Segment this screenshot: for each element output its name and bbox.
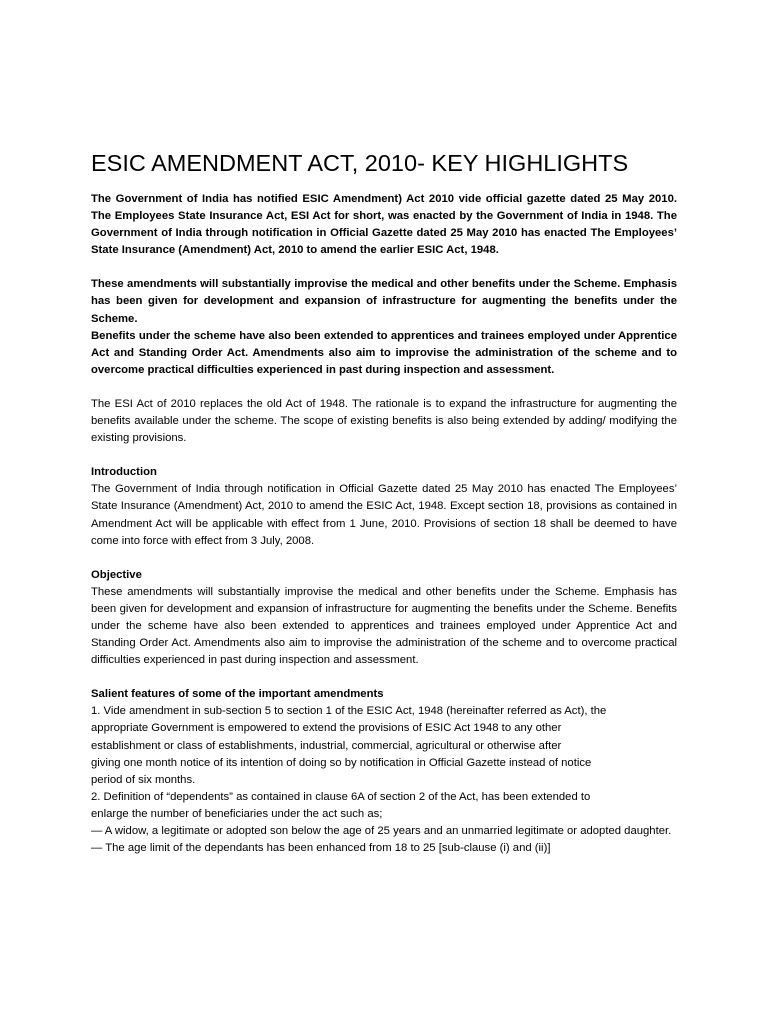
objective-text: These amendments will substantially improvise the medical and other benefits under the Scheme. Emphasis has been given for development and expansion of infrastructure for augmenting the benefits under the Scheme. Benefits under the scheme have also been extended to apprentices and trainees employed under Apprentice Act and Standing Order Act. Amendments also aim to improvise the administration of the scheme and to overcome practical difficulties experienced in past during inspection and assessment. bbox=[91, 585, 677, 667]
salient-item-1-line: appropriate Government is empowered to extend the provisions of ESIC Act 1948 to any other bbox=[91, 722, 562, 735]
intro-paragraph-3: Benefits under the scheme have also been extended to apprentices and trainees employed under Apprentice Act and Standing Order Act. Amendments also aim to improvise the administration of the scheme and to overcome practical difficulties experienced in past during inspection and assessment. bbox=[91, 329, 677, 376]
salient-item-2-line: enlarge the number of beneficiaries under the act such as; bbox=[91, 807, 383, 820]
salient-item-1-line: 1. Vide amendment in sub-section 5 to section 1 of the ESIC Act, 1948 (hereinafter referred as Act), the bbox=[91, 705, 607, 718]
dash-item-1: — A widow, a legitimate or adopted son below the age of 25 years and an unmarried legitimate or adopted daughter. bbox=[91, 825, 672, 837]
salient-item-1-line: period of six months. bbox=[91, 773, 196, 786]
introduction-heading: Introduction bbox=[91, 466, 157, 479]
intro-paragraph-4: The ESI Act of 2010 replaces the old Act of 1948. The rationale is to expand the infrastructure for augmenting the benefits available under the scheme. The scope of existing benefits is also being extended by adding/ modifying the existing provisions. bbox=[91, 397, 677, 445]
intro-paragraph-1: The Government of India has notified ESIC Amendment) Act 2010 vide official gazette dated 25 May 2010. The Employees State Insurance Act, ESI Act for short, was enacted by the Government of India in 1948. The Government of India through notification in Official Gazette dated 25 May 2010 has enacted The Employees’ State Insurance (Amendment) Act, 2010 to amend the earlier ESIC Act, 1948. bbox=[91, 193, 677, 257]
dash-item-2: — The age limit of the dependants has been enhanced from 18 to 25 [sub-clause (i) and (ii)] bbox=[91, 842, 551, 855]
salient-item-1-line: giving one month notice of its intention of doing so by notification in Official Gazette instead of notice bbox=[91, 756, 592, 769]
document-title: ESIC AMENDMENT ACT, 2010- KEY HIGHLIGHTS bbox=[91, 150, 629, 176]
objective-heading: Objective bbox=[91, 568, 142, 581]
salient-item-2 bbox=[91, 789, 677, 823]
document-page bbox=[91, 148, 677, 857]
intro-paragraph-2: These amendments will substantially improvise the medical and other benefits under the Scheme. Emphasis has been given for development and expansion of infrastructure for augmenting the benefits under the Scheme. bbox=[91, 278, 677, 325]
introduction-text: The Government of India through notification in Official Gazette dated 25 May 2010 has enacted The Employees’ State Insurance (Amendment) Act, 2010 to amend the ESIC Act, 1948. Except section 18, provisions as contained in Amendment Act will be applicable with effect from 1 June, 2010. Provisions of section 18 shall be deemed to have come into force with effect from 3 July, 2008. bbox=[91, 483, 677, 547]
salient-item-1-line: establishment or class of establishments, industrial, commercial, agricultural or otherwise after bbox=[91, 739, 562, 752]
salient-item-1 bbox=[91, 703, 677, 788]
salient-heading: Salient features of some of the important amendments bbox=[91, 688, 384, 701]
salient-item-2-line: 2. Definition of “dependents” as contained in clause 6A of section 2 of the Act, has been extended to bbox=[91, 790, 591, 803]
